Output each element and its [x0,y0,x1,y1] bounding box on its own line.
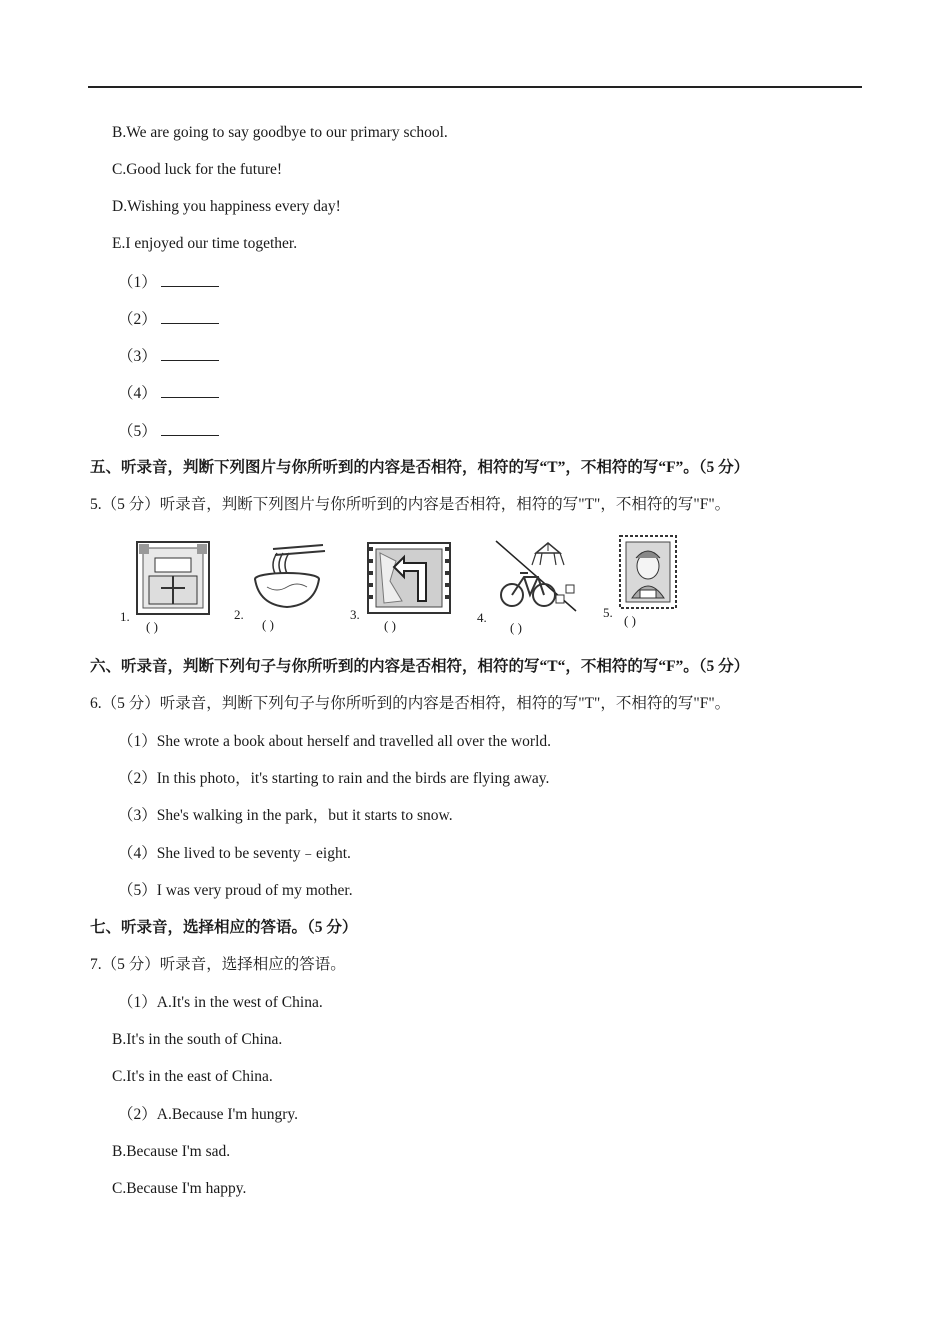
q2-option-c: C.Because I'm happy. [112,1180,247,1197]
q1-option-a: （1）A.It's in the west of China. [118,994,323,1011]
blank-line[interactable] [161,383,219,398]
answer-blank-5[interactable] [118,421,219,442]
blank-line[interactable] [161,421,219,436]
picture-number: 5. [603,605,613,620]
section7-heading: 七、听录音，选择相应的答语。（5 分） [90,919,358,936]
blank-line[interactable] [161,272,219,287]
picture-answer-paren[interactable]: ( ) [262,617,274,632]
answer-blank-2[interactable] [118,309,219,330]
answer-blank-1[interactable] [118,272,219,293]
option-e: E.I enjoyed our time together. [112,235,298,252]
house-icon [135,540,211,616]
section6-heading: 六、听录音，判断下列句子与你所听到的内容是否相符，相符的写“T“，不相符的写“F”。（5 分） [90,658,750,675]
bike-icon [492,539,578,613]
blank-label: （5） [118,423,157,440]
q2-option-a: （2）A.Because I'm hungry. [118,1106,298,1123]
blank-label: （4） [118,385,157,402]
section5-heading: 五、听录音，判断下列图片与你所听到的内容是否相符，相符的写“T”，不相符的写“F”。（5 分） [90,459,750,476]
answer-blank-3[interactable] [118,346,219,367]
statement-2: （2）In this photo，it's starting to rain and the birds are flying away. [118,770,550,787]
blank-label: （2） [118,311,157,328]
stamp-icon [618,534,678,610]
statement-1: （1）She wrote a book about herself and travelled all over the world. [118,733,552,750]
map-icon [366,541,452,615]
noodles-icon [247,543,327,613]
picture-answer-paren[interactable]: ( ) [146,619,158,634]
section5-question: 5.（5 分）听录音，判断下列图片与你所听到的内容是否相符，相符的写"T"，不相符的写"F"。 [90,496,731,513]
statement-5: （5）I was very proud of my mother. [118,882,353,899]
picture-answer-paren[interactable]: ( ) [624,613,636,628]
blank-line[interactable] [161,309,219,324]
header-rule [88,86,862,88]
picture-number: 3. [350,607,360,622]
statement-3: （3）She's walking in the park，but it starts to snow. [118,807,453,824]
blank-label: （3） [118,348,157,365]
option-d: D.Wishing you happiness every day! [112,198,341,215]
blank-line[interactable] [161,346,219,361]
answer-blank-4[interactable] [118,383,219,404]
q2-option-b: B.Because I'm sad. [112,1143,231,1160]
section6-question: 6.（5 分）听录音，判断下列句子与你所听到的内容是否相符，相符的写"T"，不相符的写"F"。 [90,695,731,712]
picture-answer-paren[interactable]: ( ) [510,620,522,635]
option-c: C.Good luck for the future! [112,161,283,178]
statement-4: （4）She lived to be seventy﹣eight. [118,845,351,862]
option-b: B.We are going to say goodbye to our primary school. [112,124,448,141]
blank-label: （1） [118,274,157,291]
picture-number: 2. [234,607,244,622]
q1-option-b: B.It's in the south of China. [112,1031,283,1048]
section7-question: 7.（5 分）听录音，选择相应的答语。 [90,956,346,973]
picture-answer-paren[interactable]: ( ) [384,618,396,633]
picture-number: 4. [477,610,487,625]
picture-number: 1. [120,609,130,624]
q1-option-c: C.It's in the east of China. [112,1068,273,1085]
